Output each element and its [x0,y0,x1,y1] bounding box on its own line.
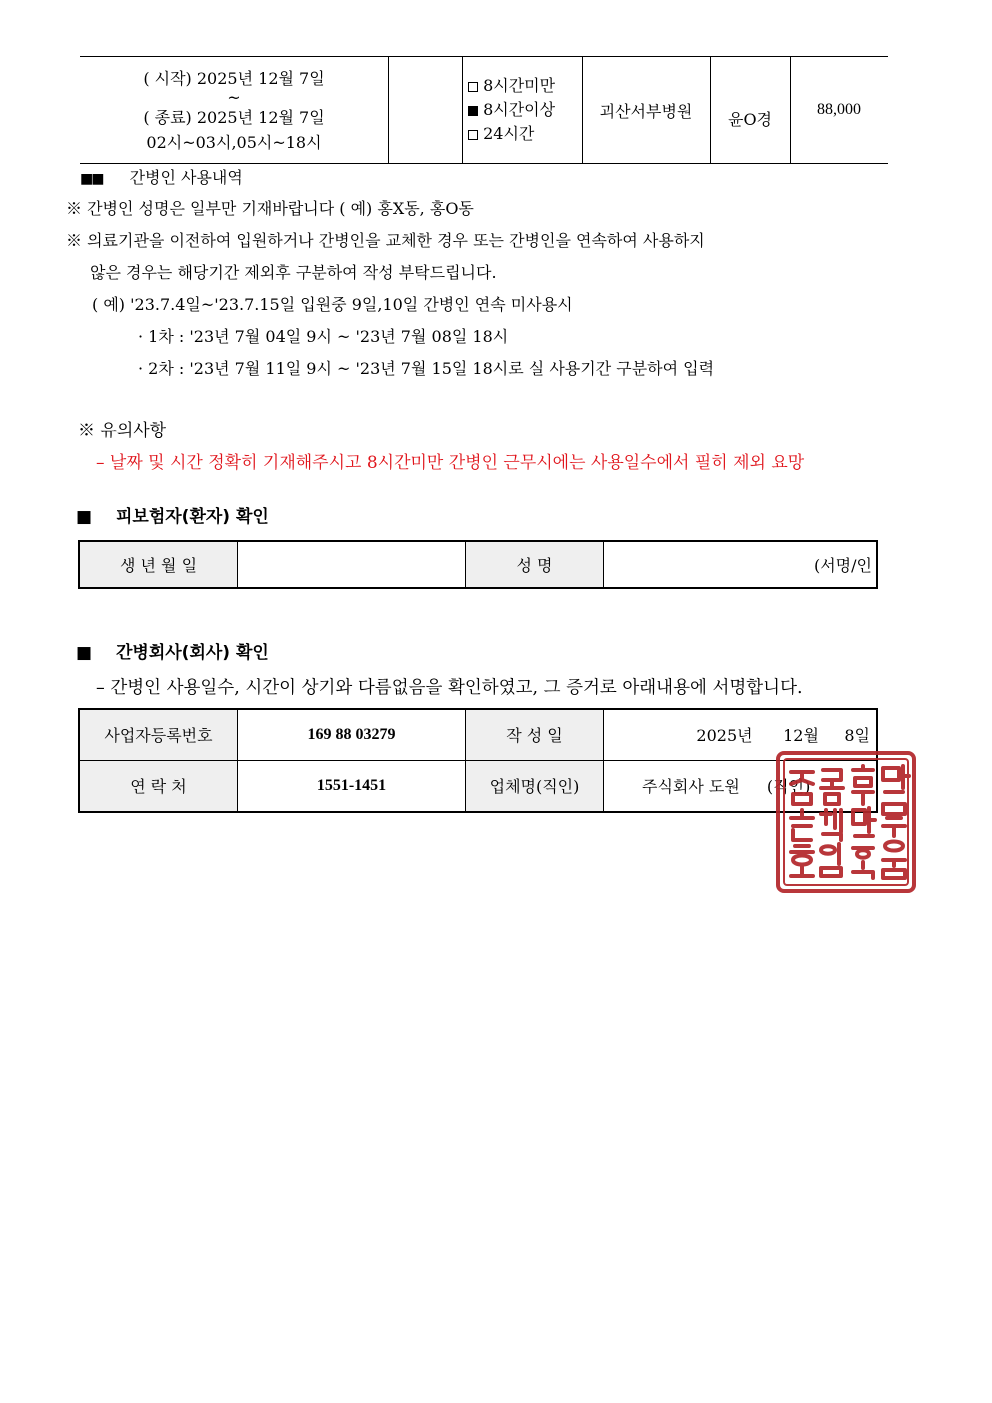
company-name-label: 업체명(직인) [466,760,604,812]
usage-table [80,56,888,164]
caregiver-name: 윤O경 [727,110,773,129]
option-over-8h[interactable] [468,98,582,122]
blank-cell [388,57,462,163]
section-title: 간병인 사용내역 [129,168,243,187]
checkbox-icon [468,82,478,92]
example-period-1: · 1차 : '23년 7월 04일 9시 ~ '23년 7월 08일 18시 [138,327,509,346]
section-title: 간병회사(회사) 확인 [115,643,269,663]
signature-hint: (서명/인 [813,556,872,575]
dob-label: 생 년 월 일 [79,541,238,588]
date-label: 작 성 일 [466,709,604,760]
name-label: 성 명 [466,541,604,588]
date-value: 2025년 12월 8일 [604,709,878,760]
note-name-format: ※ 간병인 성명은 일부만 기재바랍니다 ( 예) 홍X동, 홍O동 [66,199,474,218]
signature-field[interactable] [604,541,878,588]
caution-heading: ※ 유의사항 [78,421,167,441]
seal-icon [775,750,917,894]
hospital-name: 괴산서부병원 [599,102,693,121]
insured-heading [76,502,269,527]
contact-value: 1551-1451 [238,760,466,812]
section-marker: ■ [76,643,93,663]
company-seal [775,750,917,894]
option-label: 8시간미만 [483,76,556,95]
example-text: ( 예) '23.7.4일~'23.7.15일 입원중 9일,10일 간병인 연속 미사용시 [92,295,573,314]
period-end: ( 종료) 2025년 12월 7일 [143,107,325,127]
period-hours: 02시~03시,05시~18시 [146,132,322,152]
option-label: 8시간이상 [483,100,556,119]
period-start: ( 시작) 2025년 12월 7일 [143,68,325,88]
caregiver-section-heading [80,165,243,188]
section-marker: ■ [76,507,93,527]
dob-field[interactable] [238,541,466,588]
company-name: 주식회사 도원 [642,777,740,797]
amount-value: 88,000 [817,101,861,118]
section-marker: ■■ [80,171,103,187]
insured-table [78,540,878,589]
note-transfer-line2: 않은 경우는 해당기간 제외후 구분하여 작성 부탁드립니다. [90,263,497,282]
company-statement: – 간병인 사용일수, 시간이 상기와 다름없음을 확인하였고, 그 증거로 아래내용에 서명합니다. [96,678,803,698]
option-24h[interactable] [468,122,582,146]
amount-cell [790,57,888,163]
note-transfer-line1: ※ 의료기관을 이전하여 입원하거나 간병인을 교체한 경우 또는 간병인을 연속하여 사용하지 [66,231,705,250]
company-heading [76,638,269,663]
reg-number-label: 사업자등록번호 [79,709,238,760]
company-table [78,708,878,813]
option-under-8h[interactable] [468,74,582,98]
contact-label: 연 락 처 [79,760,238,812]
checkbox-checked-icon [468,106,478,116]
duration-options [468,57,582,163]
section-title: 피보험자(환자) 확인 [115,507,269,527]
period-cell [80,57,388,163]
caregiver-cell [710,57,790,163]
reg-number-value: 169 88 03279 [238,709,466,760]
caution-text: – 날짜 및 시간 정확히 기재해주시고 8시간미만 간병인 근무시에는 사용일수에서 필히 제외 요망 [96,453,805,473]
example-period-2: · 2차 : '23년 7월 11일 9시 ~ '23년 7월 15일 18시로 실 사용기간 구분하여 입력 [138,359,715,378]
period-tilde: ~ [227,87,241,107]
seal-suffix: (직인) [766,777,811,797]
hospital-cell [582,57,710,163]
checkbox-icon [468,130,478,140]
option-label: 24시간 [483,124,535,143]
